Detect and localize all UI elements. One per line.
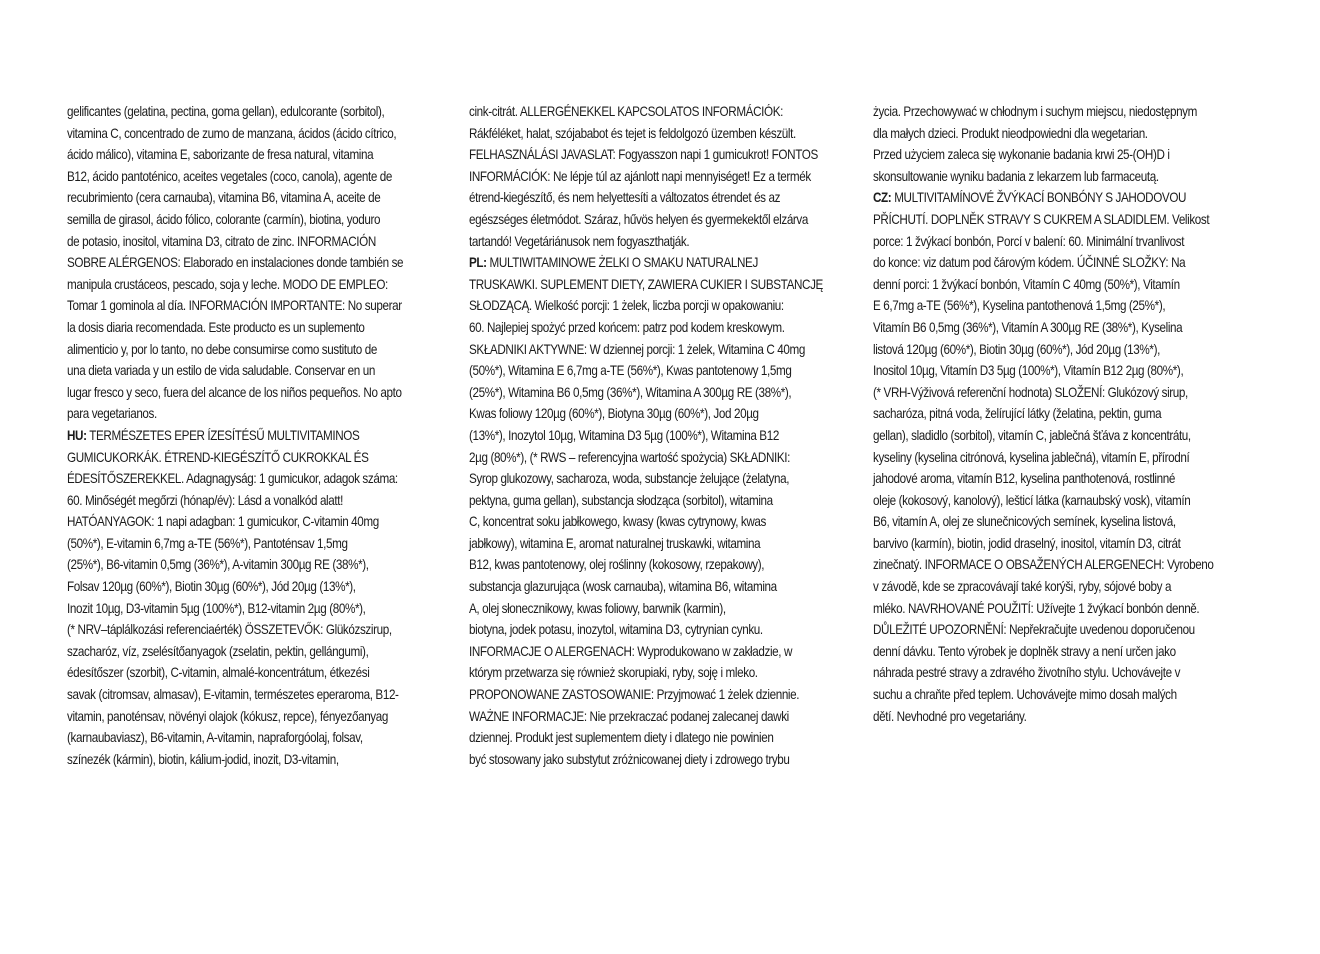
text-line: C, koncentrat soku jabłkowego, kwasy (kwas cytrynowy, kwas bbox=[469, 514, 767, 530]
text-line: Przed użyciem zaleca się wykonanie badania krwi 25-(OH)D i bbox=[873, 147, 1170, 163]
text-line: ÉDESÍTŐSZEREKKEL. Adagnagyság: 1 gumicukor, adagok száma: bbox=[67, 471, 398, 487]
text-line: skonsultowanie wyniku badania z lekarzem lub farmaceutą. bbox=[873, 168, 1159, 184]
text-line: 2µg (80%*), (* RWS – referencyjna wartość spożycia) SKŁADNIKI: bbox=[469, 449, 791, 465]
text-line: színezék (kármin), biotin, kálium-jodid, inozit, D3-vitamin, bbox=[67, 751, 339, 767]
text-line: listová 120µg (60%*), Biotin 30µg (60%*), Jód 20µg (13%*), bbox=[873, 341, 1160, 357]
text-line: denní dávku. Tento výrobek je doplněk stravy a není určen jako bbox=[873, 643, 1176, 659]
text-line: (50%*), E-vitamin 6,7mg a-TE (56%*), Pantoténsav 1,5mg bbox=[67, 535, 348, 551]
text-line: 60. Minőségét megőrzi (hónap/év): Lásd a vonalkód alatt! bbox=[67, 492, 343, 508]
text-line: mléko. NAVRHOVANÉ POUŽITÍ: Užívejte 1 žvýkací bonbón denně. bbox=[873, 600, 1200, 616]
text-line: do konce: viz datum pod čárovým kódem. ÚČINNÉ SLOŽKY: Na bbox=[873, 255, 1186, 271]
text-line: SOBRE ALÉRGENOS: Elaborado en instalaciones donde también se bbox=[67, 255, 404, 271]
text-line: SŁODZĄCĄ. Wielkość porcji: 1 żelek, liczba porcji w opakowaniu: bbox=[469, 298, 784, 314]
text-line: semilla de girasol, ácido fólico, colorante (carmín), biotina, yoduro bbox=[67, 211, 381, 227]
text-line: denní porci: 1 žvýkací bonbón, Vitamín C 40mg (50%*), Vitamín bbox=[873, 276, 1180, 292]
column-polish-czech bbox=[873, 101, 1260, 727]
text-line: Tomar 1 gominola al día. INFORMACIÓN IMPORTANTE: No superar bbox=[67, 298, 402, 314]
text-line: sacharóza, pitná voda, želírující látky (želatina, pektin, guma bbox=[873, 406, 1162, 422]
text-line: una dieta variada y un estilo de vida saludable. Conservar en un bbox=[67, 363, 375, 379]
text-line: porce: 1 žvýkací bonbón, Porcí v balení: 60. Minimální trvanlivost bbox=[873, 233, 1185, 249]
text-line: FELHASZNÁLÁSI JAVASLAT: Fogyasszon napi 1 gumicukrot! FONTOS bbox=[469, 147, 818, 163]
text-line: jabłkowy), witamina E, aromat naturalnej truskawki, witamina bbox=[469, 535, 761, 551]
text-line: kyseliny (kyselina citrónová, kyselina jablečná), vitamín E, přírodní bbox=[873, 449, 1190, 465]
text-line: (* NRV–táplálkozási referenciaérték) ÖSSZETEVŐK: Glükózszirup, bbox=[67, 622, 392, 638]
text-line: jahodové aroma, vitamín B12, kyselina panthotenová, rostlinné bbox=[873, 471, 1175, 487]
text-line: de potasio, inositol, vitamina D3, citrato de zinc. INFORMACIÓN bbox=[67, 233, 376, 249]
text-line: Kwas foliowy 120µg (60%*), Biotyna 30µg (60%*), Jod 20µg bbox=[469, 406, 759, 422]
text-line: (karnaubaviasz), B6-vitamin, A-vitamin, napraforgóolaj, folsav, bbox=[67, 730, 363, 746]
text-line: pektyna, guma gellan), substancja słodząca (sorbitol), witamina bbox=[469, 492, 773, 508]
text-line: gelificantes (gelatina, pectina, goma gellan), edulcorante (sorbitol), bbox=[67, 104, 385, 119]
pl-section-heading bbox=[469, 252, 856, 274]
text-line: MULTIVITAMÍNOVÉ ŽVÝKACÍ BONBÓNY S JAHODOVOU bbox=[891, 190, 1187, 206]
text-line: dětí. Nevhodné pro vegetariány. bbox=[873, 708, 1027, 724]
text-line: cink-citrát. ALLERGÉNEKKEL KAPCSOLATOS INFORMÁCIÓK: bbox=[469, 104, 783, 119]
text-line: INFORMACJE O ALERGENACH: Wyprodukowano w zakładzie, w bbox=[469, 643, 793, 659]
text-line: TRUSKAWKI. SUPLEMENT DIETY, ZAWIERA CUKIER I SUBSTANCJĘ bbox=[469, 276, 823, 292]
text-line: szacharóz, víz, zselésítőanyagok (zselatin, pektin, gellángumi), bbox=[67, 643, 369, 659]
text-line: suchu a chraňte před teplem. Uchovávejte mimo dosah malých bbox=[873, 687, 1177, 703]
text-line: náhrada pestré stravy a zdravého životního stylu. Uchovávejte v bbox=[873, 665, 1181, 681]
text-line: zinečnatý. INFORMACE O OBSAŽENÝCH ALERGENECH: Vyrobeno bbox=[873, 557, 1214, 573]
text-line: lugar fresco y seco, fuera del alcance de los niños pequeños. No apto bbox=[67, 384, 402, 400]
text-line: étrend-kiegészítő, és nem helyettesíti a változatos étrendet és az bbox=[469, 190, 781, 206]
text-line: barvivo (karmín), biotin, jodid draselný, inositol, vitamín D3, citrát bbox=[873, 535, 1181, 551]
text-line: życia. Przechowywać w chłodnym i suchym miejscu, niedostępnym bbox=[873, 104, 1197, 119]
lang-code-hu: HU: bbox=[67, 427, 87, 443]
text-line: oleje (kokosový, kanolový), lešticí látka (karnaubský vosk), vitamín bbox=[873, 492, 1191, 508]
text-line: B6, vitamín A, olej ze slunečnicových semínek, kyselina listová, bbox=[873, 514, 1176, 530]
text-line: 60. Najlepiej spożyć przed końcem: patrz pod kodem kreskowym. bbox=[469, 319, 785, 335]
text-line: Inositol 10µg, Vitamín D3 5µg (100%*), Vitamín B12 2µg (80%*), bbox=[873, 363, 1184, 379]
text-line: (25%*), Witamina B6 0,5mg (36%*), Witamina A 300µg RE (38%*), bbox=[469, 384, 792, 400]
text-line: MULTIWITAMINOWE ŻELKI O SMAKU NATURALNEJ bbox=[486, 255, 758, 271]
column-spanish-hungarian bbox=[67, 101, 445, 770]
text-line: manipula crustáceos, pescado, soja y leche. MODO DE EMPLEO: bbox=[67, 276, 388, 292]
text-line: być stosowany jako substytut zróżnicowanej diety i zdrowego trybu bbox=[469, 751, 790, 767]
text-line: egészséges életmódot. Száraz, hűvös helyen és gyermekektől elzárva bbox=[469, 211, 809, 227]
text-line: recubrimiento (cera carnauba), vitamina B6, vitamina A, aceite de bbox=[67, 190, 381, 206]
text-line: (25%*), B6-vitamin 0,5mg (36%*), A-vitamin 300µg RE (38%*), bbox=[67, 557, 369, 573]
text-line: PROPONOWANE ZASTOSOWANIE: Przyjmować 1 żelek dziennie. bbox=[469, 687, 800, 703]
text-line: (13%*), Inozytol 10µg, Witamina D3 5µg (100%*), Witamina B12 bbox=[469, 427, 779, 443]
text-line: SKŁADNIKI AKTYWNE: W dziennej porcji: 1 żelek, Witamina C 40mg bbox=[469, 341, 805, 357]
text-line: A, olej słonecznikowy, kwas foliowy, barwnik (karmin), bbox=[469, 600, 726, 616]
text-line: dziennej. Produkt jest suplementem diety i dlatego nie powinien bbox=[469, 730, 774, 746]
text-line: alimenticio y, por lo tanto, no debe consumirse como sustituto de bbox=[67, 341, 377, 357]
lang-code-pl: PL: bbox=[469, 255, 487, 271]
text-line: którym przetwarza się również skorupiaki, ryby, soję i mleko. bbox=[469, 665, 758, 681]
text-line: tartandó! Vegetáriánusok nem fogyaszthatják. bbox=[469, 233, 690, 249]
text-line: (* VRH-Výživová referenční hodnota) SLOŽENÍ: Glukózový sirup, bbox=[873, 384, 1188, 400]
text-line: PŘÍCHUTÍ. DOPLNĚK STRAVY S CUKREM A SLADIDLEM. Velikost bbox=[873, 211, 1210, 227]
text-line: édesítőszer (szorbit), C-vitamin, almalé-koncentrátum, étkezési bbox=[67, 665, 370, 681]
text-line: biotyna, jodek potasu, inozytol, witamina D3, cytrynian cynku. bbox=[469, 622, 763, 638]
text-line: Vitamín B6 0,5mg (36%*), Vitamín A 300µg RE (38%*), Kyselina bbox=[873, 319, 1183, 335]
text-line: dla małych dzieci. Produkt nieodpowiedni dla wegetarian. bbox=[873, 125, 1148, 141]
text-line: vitamina C, concentrado de zumo de manzana, ácidos (ácido cítrico, bbox=[67, 125, 397, 141]
text-line: vitamin, panoténsav, növényi olajok (kókusz, repce), fényezőanyag bbox=[67, 708, 388, 724]
text-line: la dosis diaria recomendada. Este producto es un suplemento bbox=[67, 319, 365, 335]
label-text-block bbox=[0, 101, 1320, 921]
text-line: INFORMÁCIÓK: Ne lépje túl az ajánlott napi mennyiséget! Ez a termék bbox=[469, 168, 811, 184]
text-line: savak (citromsav, almasav), E-vitamin, természetes eperaroma, B12- bbox=[67, 687, 399, 703]
text-line: HATÓANYAGOK: 1 napi adagban: 1 gumicukor, C-vitamin 40mg bbox=[67, 514, 379, 530]
text-line: ácido málico), vitamina E, saborizante de fresa natural, vitamina bbox=[67, 147, 374, 163]
text-line: E 6,7mg a-TE (56%*), Kyselina pantothenová 1,5mg (25%*), bbox=[873, 298, 1166, 314]
text-line: DŮLEŽITÉ UPOZORNĚNÍ: Nepřekračujte uvedenou doporučenou bbox=[873, 622, 1195, 638]
text-line: Folsav 120µg (60%*), Biotin 30µg (60%*), Jód 20µg (13%*), bbox=[67, 579, 356, 595]
column-hungarian-polish bbox=[469, 101, 856, 770]
hu-section-heading bbox=[67, 425, 445, 447]
lang-code-cz: CZ: bbox=[873, 190, 892, 206]
text-line: (50%*), Witamina E 6,7mg a-TE (56%*), Kwas pantotenowy 1,5mg bbox=[469, 363, 792, 379]
text-line: gellan), sladidlo (sorbitol), vitamín C, jablečná šťáva z koncentrátu, bbox=[873, 427, 1191, 443]
text-line: B12, ácido pantoténico, aceites vegetales (coco, canola), agente de bbox=[67, 168, 393, 184]
text-line: B12, kwas pantotenowy, olej roślinny (kokosowy, rzepakowy), bbox=[469, 557, 765, 573]
text-line: GUMICUKORKÁK. ÉTREND-KIEGÉSZÍTŐ CUKROKKAL ÉS bbox=[67, 449, 369, 465]
text-line: TERMÉSZETES EPER ÍZESÍTÉSŰ MULTIVITAMINOS bbox=[86, 427, 360, 443]
text-line: Inozit 10µg, D3-vitamin 5µg (100%*), B12-vitamin 2µg (80%*), bbox=[67, 600, 366, 616]
text-line: para vegetarianos. bbox=[67, 406, 157, 422]
text-line: WAŻNE INFORMACJE: Nie przekraczać podanej zalecanej dawki bbox=[469, 708, 789, 724]
text-line: Syrop glukozowy, sacharoza, woda, substancje żelujące (żelatyna, bbox=[469, 471, 790, 487]
text-line: substancja glazurująca (wosk carnauba), witamina B6, witamina bbox=[469, 579, 777, 595]
text-line: v závodě, kde se zpracovávají také korýši, ryby, sójové boby a bbox=[873, 579, 1172, 595]
cz-section-heading bbox=[873, 187, 1260, 209]
text-line: Rákféléket, halat, szójababot és tejet is feldolgozó üzemben készült. bbox=[469, 125, 796, 141]
